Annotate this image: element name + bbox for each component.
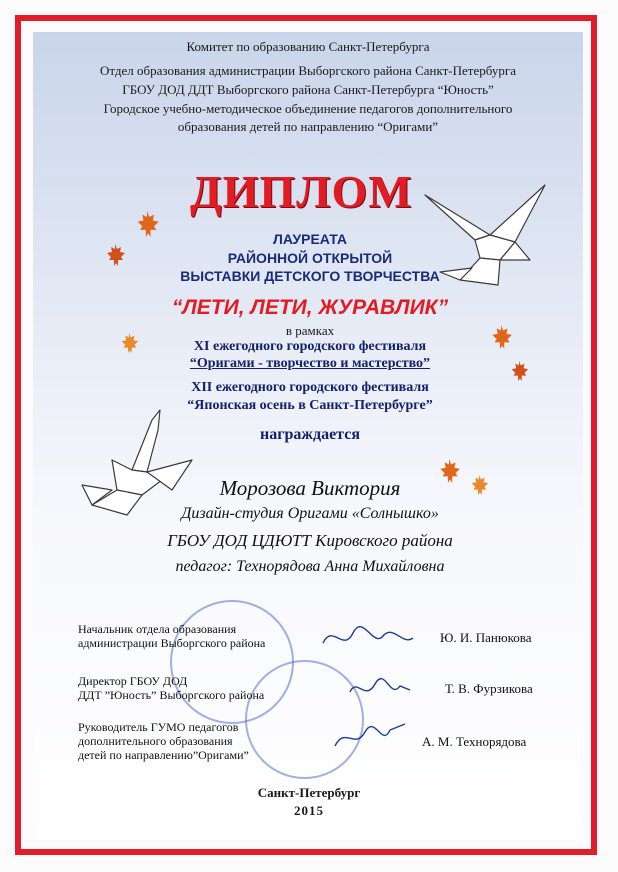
signature-name-2: Т. В. Фурзикова [445, 681, 533, 696]
signature-scribble [345, 672, 415, 707]
festival1-line1: XI ежегодного городского фестиваля [193, 339, 427, 354]
signature-scribble [318, 618, 418, 658]
subtitle-district: РАЙОННОЙ ОТКРЫТОЙ [227, 250, 393, 266]
within-label: в рамках [285, 323, 335, 338]
signature-role-1: Начальник отдела образования администрации Выборгского района [78, 622, 266, 650]
header-association-2: образования детей по направлению “Оригами” [177, 119, 439, 134]
awarded-label: награждается [260, 426, 360, 443]
maple-leaf-icon [508, 360, 530, 382]
footer-year: 2015 [294, 803, 324, 818]
origami-crane-icon [72, 400, 202, 520]
exhibition-name: “ЛЕТИ, ЛЕТИ, ЖУРАВЛИК” [171, 296, 449, 319]
maple-leaf-icon [468, 474, 490, 496]
diploma-title: ДИПЛОМ [190, 166, 413, 217]
festival2-line2: “Японская осень в Санкт-Петербурге” [187, 398, 433, 413]
header-committee: Комитет по образованию Санкт-Петербурга [186, 39, 430, 54]
header-school: ГБОУ ДОД ДДТ Выборгского района Санкт-Петербурга “Юность” [122, 82, 494, 97]
recipient-studio: Дизайн-студия Оригами «Солнышко» [181, 505, 439, 522]
signature-role-2: Директор ГБОУ ДОД ДДТ ”Юность” Выборгского района [78, 674, 265, 702]
recipient-name: Морозова Виктория [219, 476, 401, 500]
recipient-teacher: педагог: Технорядова Анна Михайловна [175, 558, 445, 575]
signature-role-3: Руководитель ГУМО педагогов дополнительного образования детей по направлению”Оригами” [78, 720, 249, 762]
subtitle-laureate: ЛАУРЕАТА [273, 231, 347, 247]
header-department: Отдел образования администрации Выборгского района Санкт-Петербурга [100, 63, 516, 78]
signature-name-3: А. М. Технорядова [422, 734, 527, 749]
header-association-1: Городское учебно-методическое объединение педагогов дополнительного [103, 101, 513, 116]
signature-name-1: Ю. И. Панюкова [440, 630, 532, 645]
recipient-org: ГБОУ ДОД ЦДЮТТ Кировского района [167, 531, 453, 550]
festival2-line1: XII ежегодного городского фестиваля [191, 380, 429, 395]
footer-city: Санкт-Петербург [257, 785, 361, 800]
subtitle-exhibition: ВЫСТАВКИ ДЕТСКОГО ТВОРЧЕСТВА [180, 268, 440, 284]
festival1-line2: “Оригами - творчество и мастерство” [189, 356, 431, 371]
signature-scribble [330, 718, 410, 758]
